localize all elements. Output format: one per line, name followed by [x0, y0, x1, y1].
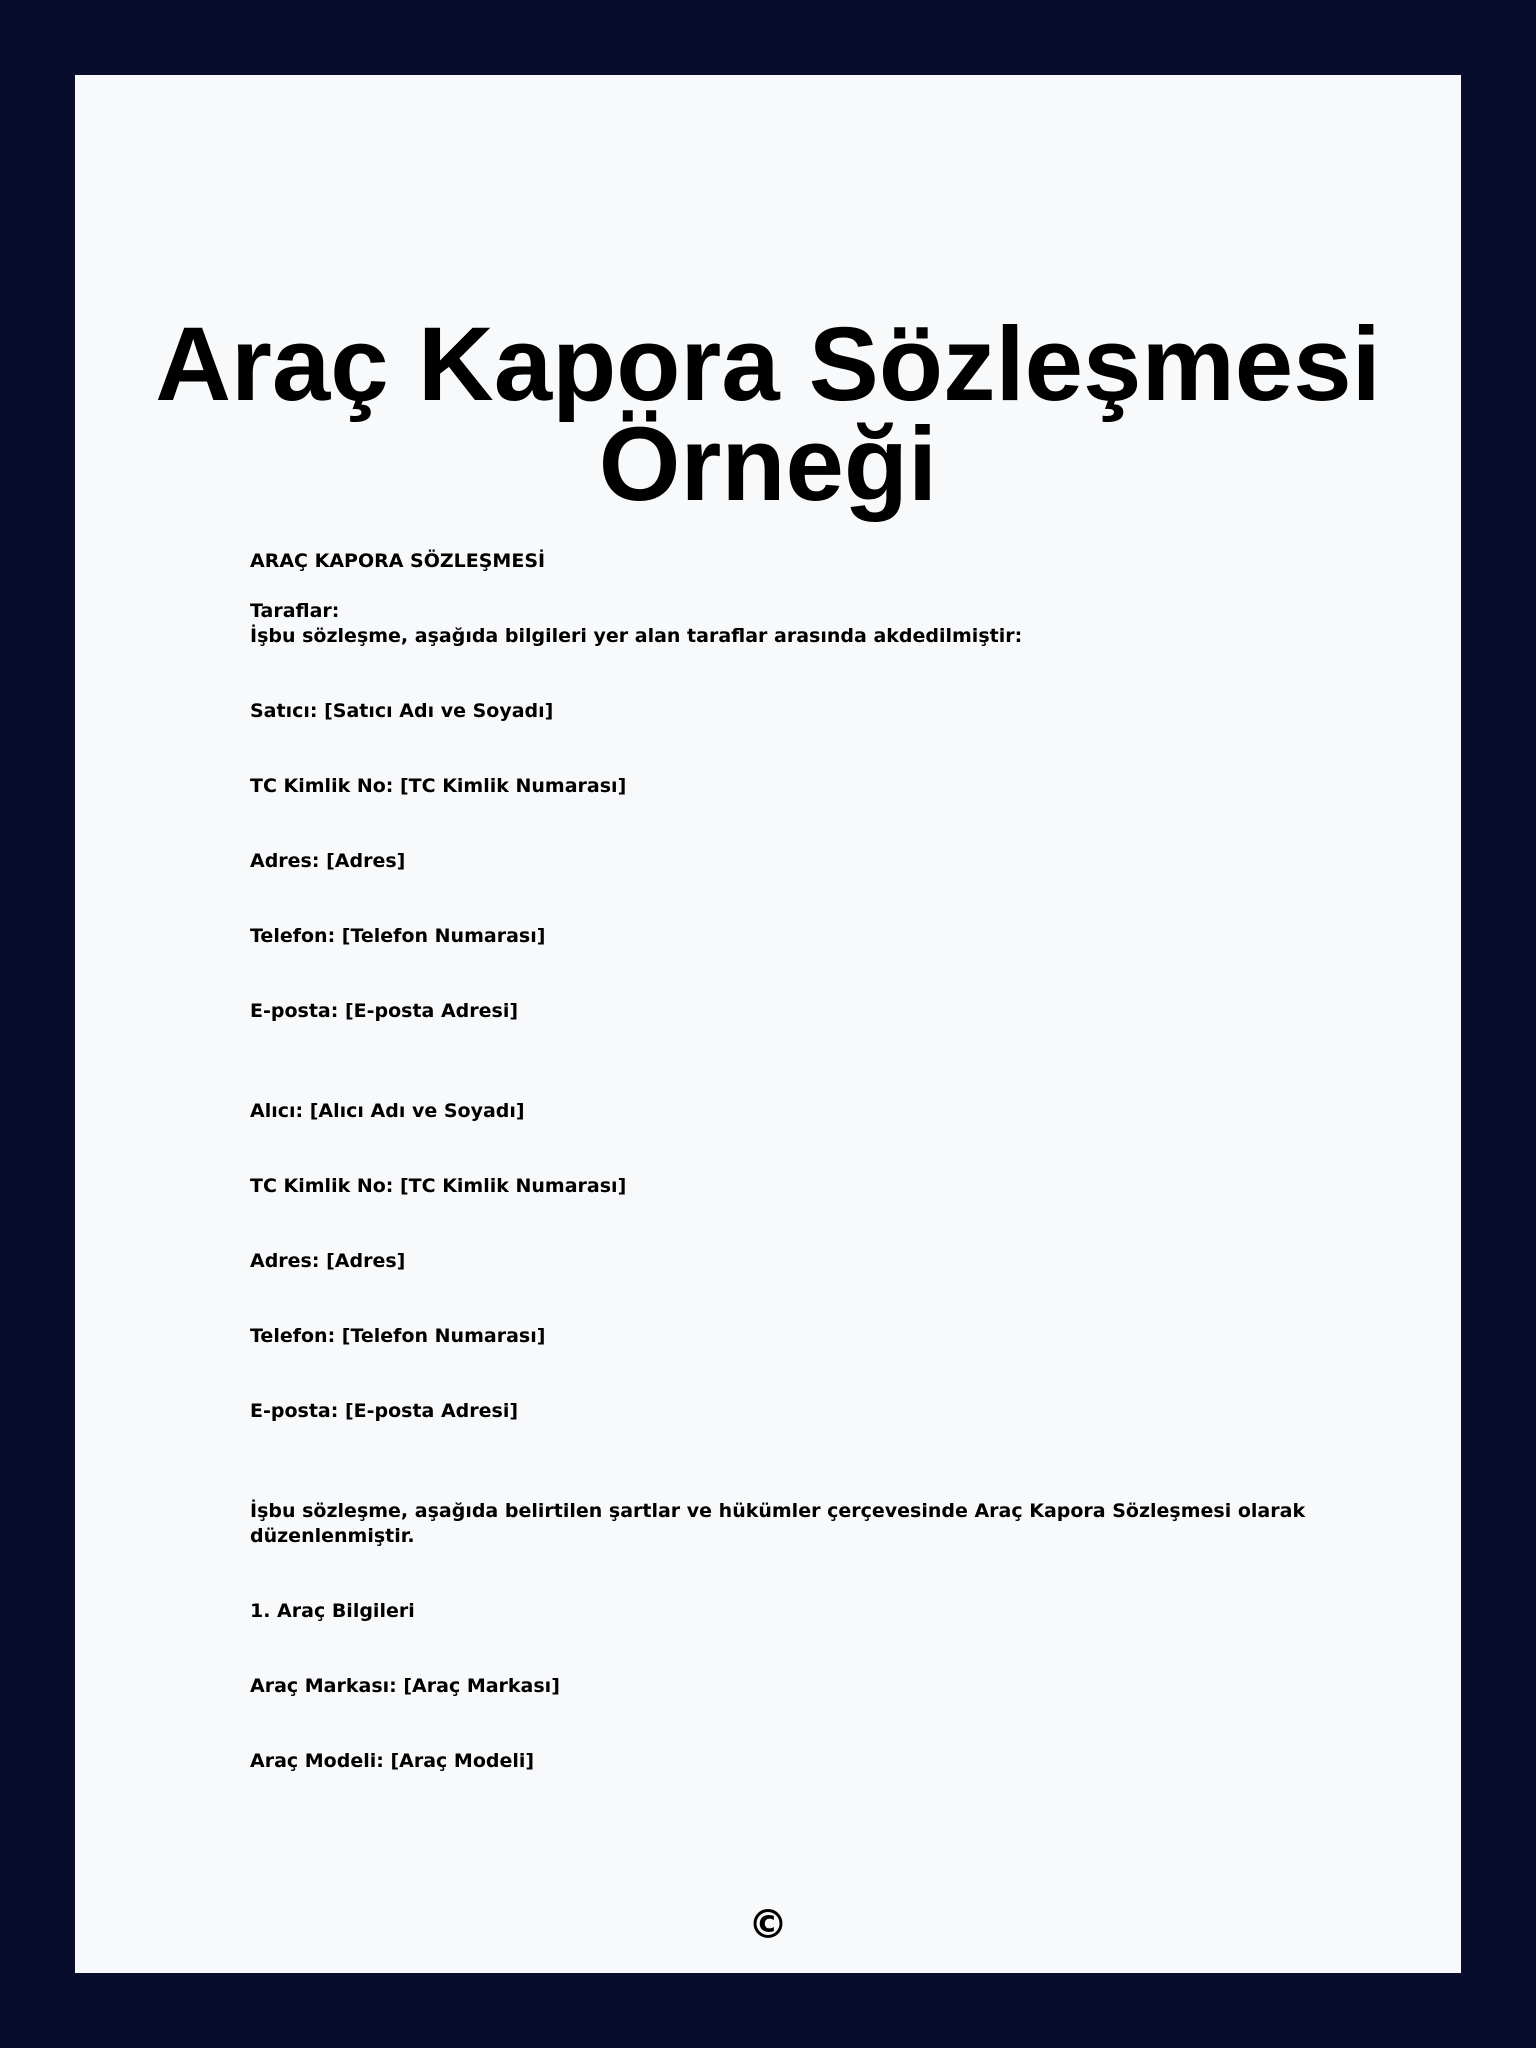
vehicle-brand: Araç Markası: [Araç Markası]	[250, 1675, 560, 1697]
terms-text-line-2: düzenlenmiştir.	[250, 1525, 415, 1547]
buyer-address: Adres: [Adres]	[250, 1250, 406, 1272]
seller-tc: TC Kimlik No: [TC Kimlik Numarası]	[250, 775, 627, 797]
seller-email: E-posta: [E-posta Adresi]	[250, 1000, 519, 1022]
document-title-line-1: Araç Kapora Sözleşmesi	[155, 306, 1381, 423]
copyright-icon: ©	[748, 1902, 788, 1948]
document-title	[75, 306, 1461, 523]
buyer-tc: TC Kimlik No: [TC Kimlik Numarası]	[250, 1175, 627, 1197]
parties-label: Taraflar:	[250, 600, 340, 622]
seller-phone: Telefon: [Telefon Numarası]	[250, 925, 546, 947]
buyer-email: E-posta: [E-posta Adresi]	[250, 1400, 519, 1422]
document-title-line-2: Örneği	[598, 406, 938, 523]
document-page	[75, 75, 1461, 1973]
intro-text: İşbu sözleşme, aşağıda bilgileri yer alan taraflar arasında akdedilmiştir:	[250, 625, 1023, 647]
vehicle-model: Araç Modeli: [Araç Modeli]	[250, 1750, 535, 1772]
buyer-phone: Telefon: [Telefon Numarası]	[250, 1325, 546, 1347]
seller-address: Adres: [Adres]	[250, 850, 406, 872]
buyer-name: Alıcı: [Alıcı Adı ve Soyadı]	[250, 1100, 525, 1122]
terms-text-line-1: İşbu sözleşme, aşağıda belirtilen şartlar ve hükümler çerçevesinde Araç Kapora Sözleşmesi olarak	[250, 1500, 1306, 1522]
section-vehicle-info-title: 1. Araç Bilgileri	[250, 1600, 415, 1622]
seller-name: Satıcı: [Satıcı Adı ve Soyadı]	[250, 700, 554, 722]
contract-heading: ARAÇ KAPORA SÖZLEŞMESİ	[250, 550, 546, 572]
